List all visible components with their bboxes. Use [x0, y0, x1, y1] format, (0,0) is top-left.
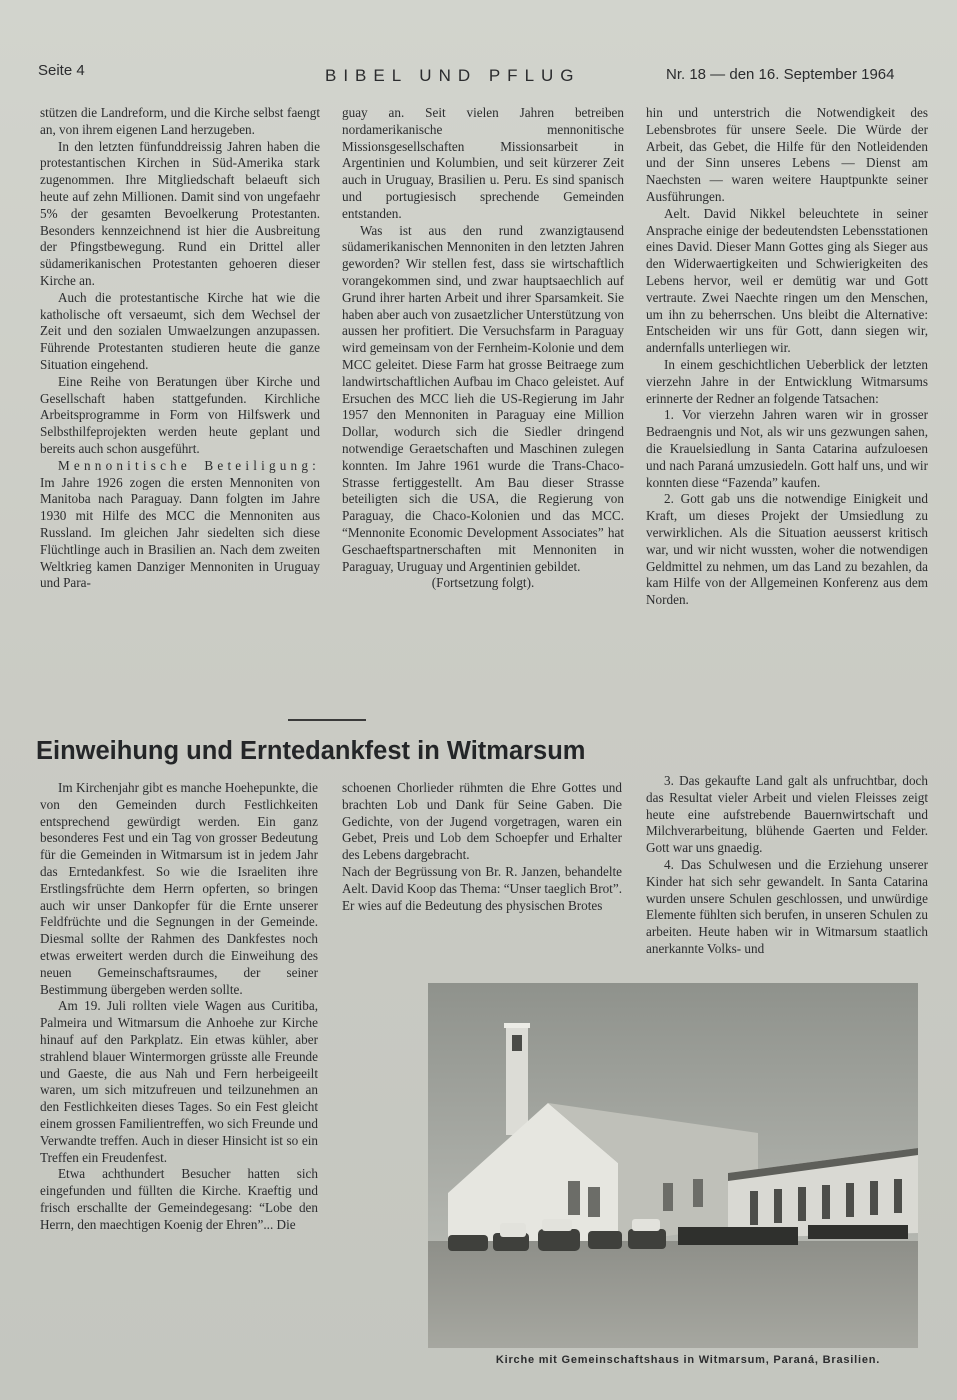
church-photo	[428, 983, 918, 1348]
paragraph-text: Im Jahre 1926 zogen die ersten Mennoniten von Manitoba nach Paraguay. Dann folgten im Jahre 1930 mit Hilfe des MCC die Mennoniten aus Russland. Im gleichen Jahr siedelten sich diese Flüchtlinge auch in Brasilien an. Nach dem zweiten Weltkrieg kamen Danziger Mennoniten in Uruguay und Para-	[40, 474, 320, 591]
paragraph	[40, 458, 320, 592]
paragraph: In den letzten fünfunddreissig Jahren haben die protestantischen Kirchen in Süd-Amerika stark zugenommen. Ihre Mitgliedschaft belaeuft sich heute auf zehn Millionen. Damit sind von ungefaehr 5% der gesamten Bevoelkerung Protestanten. Besonders kennzeichnend ist hier die Ausbreitung der Pfingstbewegung. Rund ein Drittel aller südamerikanischen Protestanten gehoeren dieser Kirche an.	[40, 138, 320, 288]
photo-caption: Kirche mit Gemeinschaftshaus in Witmarsum, Paraná, Brasilien.	[495, 1354, 881, 1366]
paragraph: Aelt. David Nikkel beleuchtete in seiner Ansprache einige der bedeutendsten Lebensstationen eines David. Dieser Mann Gottes ging als Sieger aus den Widerwaertigkeiten und Schwierigkeiten des Lebens hervor, weil er demütig war und Gott vertraute. Zwei Naechte ringen um den Menschen, um ihn zu beherrschen. Uns bleibt die Alternative: Entscheiden wir uns für Gott, dann siegen wir, andernfalls unterliegen wir.	[646, 205, 928, 356]
paragraph: Was ist aus den rund zwanzigtausend südamerikanischen Mennoniten in den letzten Jahren geworden? Wir stellen fest, dass sie wirtschaftlich vorangekommen sind, und zwar hauptsaechlich auf Grund ihrer harten Arbeit und ihrer Sparsamkeit. Sie haben aber auch von zusaetzlicher Unterstützung von aussen her profitiert. Die Versuchsfarm in Paraguay wird gemeinsam von der Fernheim-Kolonie und dem MCC geleitet. Diese Farm hat grosse Beitraege zum landwirtschaftlichen Aufbau im Chaco geleistet. Auf Ersuchen des MCC lieh die US-Regierung im Jahr 1957 den Mennoniten in Paraguay eine Million Dollar, wodurch sich die Siedler dringend notwendige Geraetschaften und Maschinen zulegen konnten. Im Jahre 1961 wurde die Trans-Chaco-Strasse fertiggestellt. Am Bau dieser Strasse beteiligten sich die USA, die Regierung von Paraguay, die Chaco-Kolonien und das MCC. “Mennonite Economic Development Associates” hat Geschaeftspartnerschaften mit Mennoniten in Paraguay, Uruguay und Argentinien gebildet.	[342, 222, 624, 574]
paragraph: 4. Das Schulwesen und die Erziehung unserer Kinder hat sich sehr gewandelt. In Santa Catarina wurden unsere Schulen geschlossen, und unwürdige Elemente fühlten sich berufen, in unseren Schulen zu arbeiten. Heute haben wir in Witmarsum staatlich anerkannte Volks- und	[646, 856, 928, 956]
church-photo-drawing	[428, 983, 918, 1348]
section-lead: Mennonitische Beteiligung:	[58, 457, 320, 473]
paragraph: Eine Reihe von Beratungen über Kirche und Gesellschaft haben stattgefunden. Kirchliche Arbeitsprogramme in Form von Hilfswerk und Selbsthilfeprojekten werden heute geplant und bereits auch schon ausgeführt.	[40, 373, 320, 456]
issue-date: Nr. 18 — den 16. September 1964	[666, 66, 895, 83]
paragraph: 2. Gott gab uns die notwendige Einigkeit und Kraft, um dieses Projekt der Umsiedlung zu verwirklichen. Als die Situation aeusserst kritisch war, und wir nicht wussten, woher die notwendigen Geldmittel zu nehmen, um das Land zu bezahlen, da kam Hilfe von der Allgemeinen Konferenz aus dem Norden.	[646, 491, 928, 608]
divider-rule	[288, 719, 366, 721]
paragraph: Im Kirchenjahr gibt es manche Hoehepunkte, die von den Gemeinden durch Festlichkeiten entsprechend gewürdigt werden. Ein ganz besonderes Fest und ein Tag von grosser Bedeutung für die Gemeinden in Witmarsum ist in jedem Jahr das Erntedankfest. So wie die Israeliten ihre Erstlingsfrüchte dem Herrn opferten, so bringen auch wir unser Dankopfer für die Ernte unserer Feldfrüchte und die Segnungen in der Gemeinde. Diesmal sollte der Rahmen des Dankfestes noch etwas erweitert werden durch die Einweihung des neuen Gemeinschaftsraumes, der seiner Bestimmung übergeben werden sollte.	[40, 780, 318, 997]
paragraph: Am 19. Juli rollten viele Wagen aus Curitiba, Palmeira und Witmarsum die Anhoehe zur Kirche hinauf auf den Parkplatz. Ein etwas kühler, aber strahlend blauer Wintermorgen grüsste alle Freunde und Gaeste, die aus Nah und Fern herbeigeeilt waren, um sich mitzufreuen und teilzunehmen an den Festlichkeiten dieses Tages. So ein Fest gleicht einem grossen Familientreffen, wo sich Freunde und Verwandte treffen. Auch in dieser Hinsicht ist so ein Treffen ein Freudenfest.	[40, 998, 318, 1165]
paragraph: schoenen Chorlieder rühmten die Ehre Gottes und brachten Lob und Dank für Seine Gaben. Die Gedichte, von der Jugend vorgetragen, waren ein Gebet, Preis und Lob dem Schoepfer und Erhalter des Lebens dargebracht.	[342, 780, 622, 863]
paragraph: hin und unterstrich die Notwendigkeit des Lebensbrotes für unsere Seele. Die Würde der Arbeit, das Gebet, die Hilfe für den Notleidenden und der Sinn unseres Lebens — Dienst am Naechsten — waren weitere Hauptpunkte seiner Ausführungen.	[646, 105, 928, 204]
article2-column3-top	[646, 105, 928, 609]
paragraph: Etwa achthundert Besucher hatten sich eingefunden und füllten die Kirche. Kraeftig und frisch erschallte der Gemeindegesang: “Lobe den Herrn, den maechtigen Koenig der Ehren”... Die	[40, 1166, 318, 1232]
article1-column1	[40, 105, 320, 592]
paragraph: Nach der Begrüssung von Br. R. Janzen, behandelte Aelt. David Koop das Thema: “Unser taeglich Brot”. Er wies auf die Bedeutung des physischen Brotes	[342, 863, 622, 913]
paragraph: In einem geschichtlichen Ueberblick der letzten vierzehn Jahre in der Entwicklung Witmarsums erinnerte der Redner an folgende Tatsachen:	[646, 356, 928, 406]
paragraph: 3. Das gekaufte Land galt als unfruchtbar, doch das Resultat vieler Arbeit und vielen Fleisses zeigt heute eine aufstrebende Bauernwirtschaft und Milchverarbeitung, blühende Gaerten und Felder. Gott war uns gnaedig.	[646, 773, 928, 856]
article2-column1	[40, 780, 318, 1234]
masthead-title: BIBEL UND PFLUG	[325, 66, 581, 85]
paragraph: Auch die protestantische Kirche hat wie die katholische oft versaeumt, sich dem Wechsel der Zeit und den sozialen Umwaelzungen anzupassen. Führende Protestanten studieren heute die ganze Situation eingehend.	[40, 289, 320, 372]
paragraph: 1. Vor vierzehn Jahren waren wir in grosser Bedraengnis und Not, als wir uns gezwungen sahen, die Krauelsiedlung in Santa Catarina aufzuloesen und nach Paraná umzusiedeln. Gott half uns, und wir konnten diese “Fazenda” kaufen.	[646, 407, 928, 490]
article2-column2	[342, 780, 622, 914]
paragraph: stützen die Landreform, und die Kirche selbst faengt an, von ihrem eigenen Land herzugeben.	[40, 105, 320, 137]
continued-note: (Fortsetzung folgt).	[431, 575, 535, 591]
article2-column3	[646, 773, 928, 958]
paragraph: guay an. Seit vielen Jahren betreiben nordamerikanische mennonitische Missionsgesellschaften Missionsarbeit in Argentinien und Kolumbien, und seit kürzerer Zeit auch in Uruguay, Brasilien u. Peru. Es sind spanisch und portugiesisch sprechende Gemeinden entstanden.	[342, 105, 624, 221]
article-headline: Einweihung und Erntedankfest in Witmarsum	[36, 737, 586, 765]
article1-column2	[342, 105, 624, 592]
page-number: Seite 4	[38, 62, 85, 79]
